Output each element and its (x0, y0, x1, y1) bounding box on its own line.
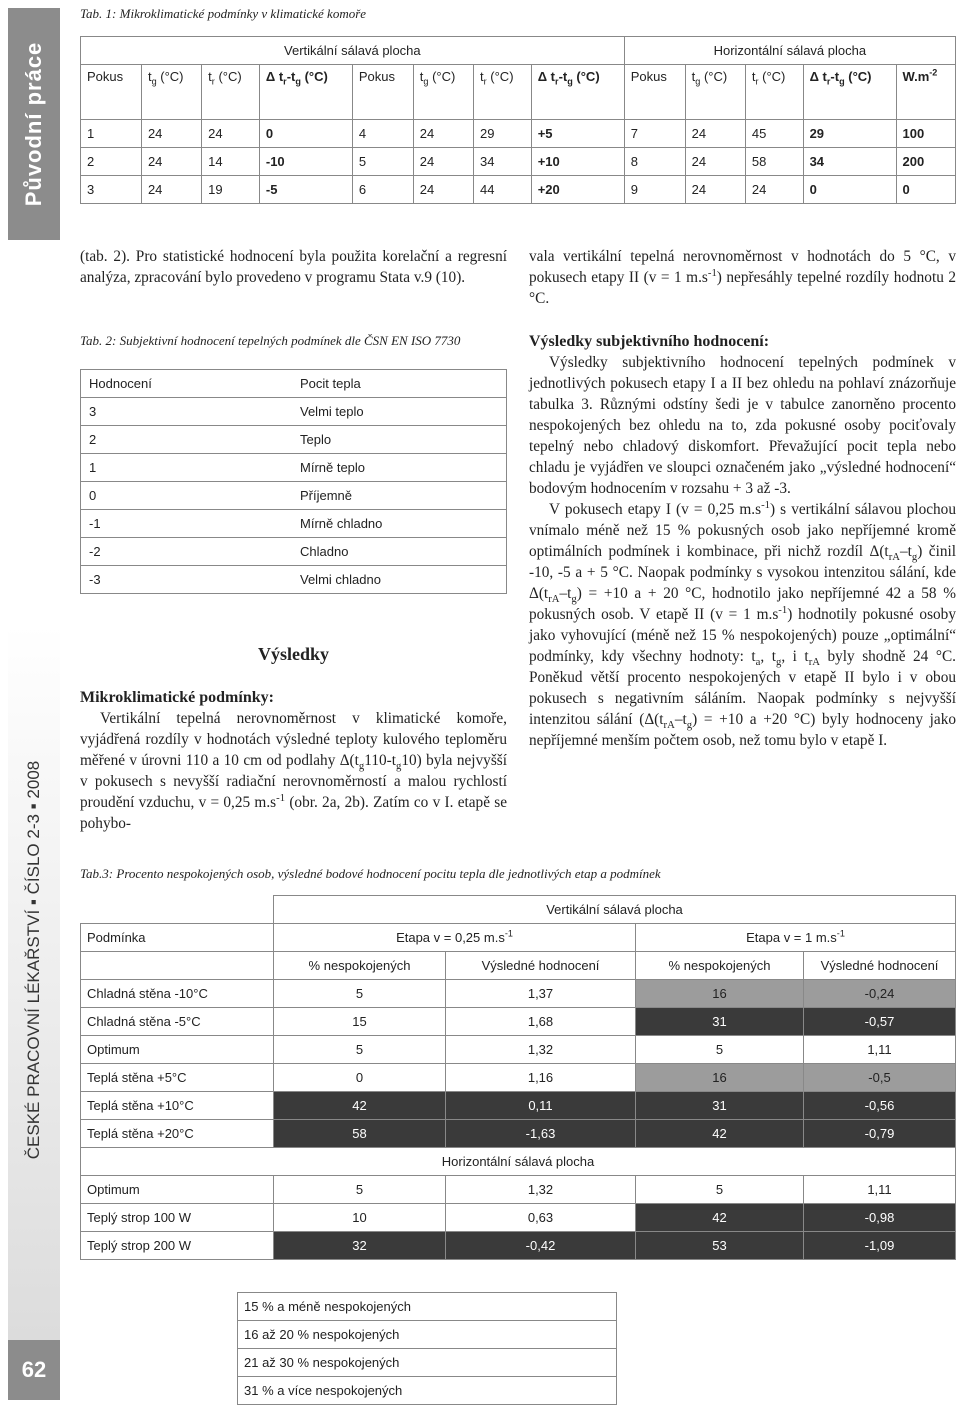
table-cell: Teplá stěna +5°C (81, 1064, 274, 1092)
table-cell: 10 (274, 1204, 446, 1232)
table-cell: Teplý strop 200 W (81, 1232, 274, 1260)
table-cell: 32 (274, 1232, 446, 1260)
table-cell: 16 (636, 1064, 804, 1092)
table-cell: 24 (413, 120, 473, 148)
tab3-sub-pct-2: % nespokojených (636, 952, 804, 980)
tab2-caption-text: Subjektivní hodnocení tepelných podmínek dle ČSN EN ISO 7730 (116, 333, 461, 348)
table-cell: 5 (274, 1036, 446, 1064)
table-cell: 1,68 (446, 1008, 636, 1036)
table-cell: -0,79 (804, 1120, 956, 1148)
section-label: Původní práce (21, 41, 46, 207)
table-cell: Chladná stěna -5°C (81, 1008, 274, 1036)
table-cell: -1 (81, 510, 293, 538)
right-intro-text: vala vertikální tepelná nerovnoměrnost v hodnotách do 5 °C, v pokusech etapy II (v = 1 $m.s^{-1}$) nepřesáhly tepelné rozdíly hodnotu 2 °C. (529, 248, 956, 307)
table-cell: 42 (274, 1092, 446, 1120)
table-cell: Optimum (81, 1036, 274, 1064)
legend-row (238, 1321, 617, 1349)
table-row (81, 1064, 956, 1092)
table-cell: 44 (474, 176, 532, 204)
table-cell: -0,57 (804, 1008, 956, 1036)
tab1-header-cell: $t_g$ (°C) (141, 65, 201, 120)
table-row (81, 1036, 956, 1064)
tab3-section-vertical: Vertikální sálavá plocha (274, 896, 956, 924)
table-row (81, 538, 507, 566)
table-cell: 34 (803, 148, 896, 176)
tab3-etapa2: Etapa v = 1 $m.s^{-1}$ (636, 924, 956, 952)
table-cell: 1,37 (446, 980, 636, 1008)
tab3-etapa-row (81, 924, 956, 952)
table-cell: 8 (624, 148, 685, 176)
table-cell: -2 (81, 538, 293, 566)
table-cell: 16 (636, 980, 804, 1008)
tab1-header-row (81, 65, 956, 120)
tab2-header-sensation: Pocit tepla (292, 370, 507, 398)
table-cell: -0,98 (804, 1204, 956, 1232)
legend-label: 15 % a méně nespokojených (238, 1293, 617, 1321)
legend-label: 31 % a více nespokojených (238, 1377, 617, 1405)
table-row (81, 426, 507, 454)
table-row (81, 1120, 956, 1148)
table-cell: 42 (636, 1204, 804, 1232)
table-cell: 1,11 (804, 1176, 956, 1204)
table-row (81, 120, 956, 148)
table-cell: 42 (636, 1120, 804, 1148)
table-cell: Optimum (81, 1176, 274, 1204)
table-cell: Teplá stěna +10°C (81, 1092, 274, 1120)
table-row (81, 1176, 956, 1204)
table-cell: 0,63 (446, 1204, 636, 1232)
table-cell: 1 (81, 120, 142, 148)
table-cell: 6 (352, 176, 413, 204)
table-row (81, 1092, 956, 1120)
shade-legend (237, 1292, 617, 1405)
tab1-header-cell: Pokus (352, 65, 413, 120)
table-cell: -0,5 (804, 1064, 956, 1092)
tab3-sub-score-2: Výsledné hodnocení (804, 952, 956, 980)
table-cell: 24 (413, 148, 473, 176)
tab1-group-horizontal: Horizontální sálavá plocha (624, 37, 955, 65)
subjective-section (529, 331, 956, 751)
tab1-header-cell: $t_g$ (°C) (685, 65, 745, 120)
table-cell: 24 (745, 176, 803, 204)
table-cell: 24 (141, 120, 201, 148)
table-row (81, 566, 507, 594)
table-cell: 0 (896, 176, 955, 204)
table-cell: 34 (474, 148, 532, 176)
table-cell: -10 (259, 148, 352, 176)
table-cell: 19 (202, 176, 260, 204)
table-cell: 1,32 (446, 1036, 636, 1064)
table-cell: 53 (636, 1232, 804, 1260)
tab1-caption-text: Mikroklimatické podmínky v klimatické komoře (116, 6, 367, 21)
table-cell: 29 (803, 120, 896, 148)
table-cell: 1,16 (446, 1064, 636, 1092)
micro-heading: Mikroklimatické podmínky: (80, 689, 274, 706)
tab3-condition-header: Podmínka (81, 924, 274, 952)
table-cell: Velmi chladno (292, 566, 507, 594)
table-cell: -0,24 (804, 980, 956, 1008)
table-row (81, 482, 507, 510)
table-cell: 14 (202, 148, 260, 176)
tab3-etapa1: Etapa v = 0,25 $m.s^{-1}$ (274, 924, 636, 952)
legend-row (238, 1377, 617, 1405)
table-cell: 0 (81, 482, 293, 510)
table-cell: 24 (141, 176, 201, 204)
tab3-subheader-row (81, 952, 956, 980)
table-cell: 45 (745, 120, 803, 148)
tab2-caption (80, 333, 460, 349)
tab1-header-cell: $W.m^{-2}$ (896, 65, 955, 120)
table-cell: Příjemně (292, 482, 507, 510)
table-cell: 24 (685, 176, 745, 204)
table-row (81, 1008, 956, 1036)
table-dissatisfied (80, 895, 956, 1260)
table-cell: 15 (274, 1008, 446, 1036)
table-cell: 0 (259, 120, 352, 148)
micro-section (80, 687, 507, 834)
tab1-header-cell: Δ $t_r-t_g$ (°C) (259, 65, 352, 120)
table-cell: 0 (274, 1064, 446, 1092)
tab1-body (81, 120, 956, 204)
tab2-header-row (81, 370, 507, 398)
table-cell: Mírně chladno (292, 510, 507, 538)
tab1-header-cell: $t_g$ (°C) (413, 65, 473, 120)
section-tab (8, 8, 60, 240)
table-cell: 58 (274, 1120, 446, 1148)
table-cell: 5 (274, 980, 446, 1008)
left-intro (80, 246, 507, 288)
tab1-header-cell: Δ $t_r-t_g$ (°C) (531, 65, 624, 120)
table-cell: 100 (896, 120, 955, 148)
table-cell: 24 (141, 148, 201, 176)
table-cell: 1,11 (804, 1036, 956, 1064)
table-cell: +10 (531, 148, 624, 176)
tab1-caption-label: Tab. 1: (80, 6, 117, 21)
table-cell: -0,56 (804, 1092, 956, 1120)
tab2-body (81, 398, 507, 594)
legend-row (238, 1293, 617, 1321)
table-cell: 5 (352, 148, 413, 176)
table-cell: 3 (81, 398, 293, 426)
table-cell: 24 (685, 148, 745, 176)
micro-text: Vertikální tepelná nerovnoměrnost v klimatické komoře, vyjádřená rozdíly v hodnotách výsledné teploty kulového teploměru měřené v úrovni 110 a 10 cm od podlahy $\Delta(t_g110-t_g10)$ byla nejvyšší v pokusech s nevyšší radiační nerovnoměrností a malou rychlostí proudění vzduchu, v = 0,25 $m.s^{-1}$ (obr. 2a, 2b). Zatím co v I. etapě se pohybo- (80, 710, 508, 832)
table-cell: -1,09 (804, 1232, 956, 1260)
results-heading: Výsledky (257, 644, 329, 664)
table-cell: 29 (474, 120, 532, 148)
tab1-header-cell: $t_r$ (°C) (745, 65, 803, 120)
table-cell: -3 (81, 566, 293, 594)
table-cell: Chladná stěna -10°C (81, 980, 274, 1008)
table-cell: 7 (624, 120, 685, 148)
table-cell: 5 (274, 1176, 446, 1204)
tab3-section-horizontal-row (81, 1148, 956, 1176)
table-cell: +20 (531, 176, 624, 204)
table-row (81, 1232, 956, 1260)
tab3-vertical-body (81, 980, 956, 1148)
table-row (81, 980, 956, 1008)
right-intro (529, 246, 956, 309)
table-cell: 31 (636, 1008, 804, 1036)
table-cell: 24 (413, 176, 473, 204)
table-microclimate (80, 36, 956, 204)
tab1-group-vertical: Vertikální sálavá plocha (81, 37, 625, 65)
tab1-header-cell: Δ $t_r-t_g$ (°C) (803, 65, 896, 120)
table-row (81, 1204, 956, 1232)
table-cell: 2 (81, 148, 142, 176)
table-cell: Chladno (292, 538, 507, 566)
tab1-caption (80, 6, 366, 22)
tab2-caption-label: Tab. 2: (80, 333, 117, 348)
table-cell: +5 (531, 120, 624, 148)
tab3-sub-score-1: Výsledné hodnocení (446, 952, 636, 980)
table-row (81, 176, 956, 204)
legend-label: 21 až 30 % nespokojených (238, 1349, 617, 1377)
table-cell: Mírně teplo (292, 454, 507, 482)
table-cell: 1,32 (446, 1176, 636, 1204)
tab3-caption (80, 866, 661, 882)
table-cell: 5 (636, 1036, 804, 1064)
table-row (81, 148, 956, 176)
table-row (81, 510, 507, 538)
tab3-horizontal-body (81, 1176, 956, 1260)
page-number: 62 (8, 1340, 60, 1400)
table-cell: Teplý strop 100 W (81, 1204, 274, 1232)
table-cell: Teplá stěna +20°C (81, 1120, 274, 1148)
sidebar (0, 0, 60, 1407)
table-cell: -5 (259, 176, 352, 204)
tab2-header-rating: Hodnocení (81, 370, 293, 398)
tab3-section-horizontal: Horizontální sálavá plocha (81, 1148, 956, 1176)
legend-label: 16 až 20 % nespokojených (238, 1321, 617, 1349)
journal-title: ČESKÉ PRACOVNÍ LÉKAŘSTVÍ ▪ ČÍSLO 2-3 ▪ 2008 (24, 760, 43, 1160)
table-cell: 58 (745, 148, 803, 176)
table-cell: Velmi teplo (292, 398, 507, 426)
table-cell: 0,11 (446, 1092, 636, 1120)
table-cell: 0 (803, 176, 896, 204)
tab1-header-cell: $t_r$ (°C) (202, 65, 260, 120)
table-cell: 200 (896, 148, 955, 176)
subjective-p2: V pokusech etapy I (v = 0,25 $m.s^{-1}$) s vertikální sálavou plochou vnímalo méně než 15 % pokusných osob jako nepříjemné kromě optimálních podmínek i kombinace, při nichž rozdíl $\Delta(t_{rA}-t_g)$ činil -10, -5 a + 5 °C. Naopak podmínky s vysokou intenzitou sálání, kde $\Delta(t_{rA}-t_g) = +10$ a + 20 °C, hodnotilo jako nepříjemné 42 a 58 % pokusných osob. V etapě II (v = 1 $m.s^{-1}$) hodnotily pokusné osoby jako vyhovující (méně než 15 % nespokojených) pouze „optimální“ podmínky, kdy všechny hodnoty: $t_a$, $t_g$, i $t_{rA}$ byly shodně 24 °C. Poněkud větší procento nespokojených v etapě II bylo i v obou pokusech s negativním sáláním. Naopak podmínky s nejvyšší intenzitou sálání ($\Delta(t_{rA}-t_g) = +10$ a +20 °C) byly hodnoceny jako nepříjemné menším počtem osob, než tomu bylo v etapě I. (529, 498, 957, 749)
subjective-p1: Výsledky subjektivního hodnocení tepelných podmínek v jednotlivých pokusech etapy I a II bez ohledu na pohlaví znázorňuje tabulka 3. Různými odstíny šedi je v tabulce zanorněno procento nespokojených bez ohledu na to, zda pokusné osoby pociťovaly tepelný nebo chladový diskomfort. Převažující pocit tepla nebo chladu je vyjádřen ve sloupci označeném jako „výsledné hodnocení“ bodovým hodnocením v rozsahu + 3 až -3. (529, 354, 956, 497)
legend-row (238, 1349, 617, 1377)
tab1-header-cell: Pokus (624, 65, 685, 120)
table-cell: 24 (685, 120, 745, 148)
table-cell: 4 (352, 120, 413, 148)
table-cell: -1,63 (446, 1120, 636, 1148)
table-thermal-sensation (80, 369, 507, 594)
table-cell: 31 (636, 1092, 804, 1120)
table-cell: 5 (636, 1176, 804, 1204)
tab1-header-cell: Pokus (81, 65, 142, 120)
table-cell: 1 (81, 454, 293, 482)
tab3-caption-label: Tab.3: (80, 866, 114, 881)
table-cell: 24 (202, 120, 260, 148)
table-cell: 9 (624, 176, 685, 204)
left-intro-text: (tab. 2). Pro statistické hodnocení byla použita korelační a regresní analýza, zpracování bylo provedeno v programu Stata v.9 (10). (80, 248, 507, 286)
tab1-group-row (81, 37, 956, 65)
table-cell: 2 (81, 426, 293, 454)
table-cell: Teplo (292, 426, 507, 454)
tab3-caption-text: Procento nespokojených osob, výsledné bodové hodnocení pocitu tepla dle jednotlivých etap a podmínek (113, 866, 661, 881)
table-cell: -0,42 (446, 1232, 636, 1260)
tab1-header-cell: $t_r$ (°C) (474, 65, 532, 120)
tab3-section-vertical-row (81, 896, 956, 924)
table-row (81, 398, 507, 426)
tab3-sub-pct-1: % nespokojených (274, 952, 446, 980)
table-row (81, 454, 507, 482)
subjective-heading: Výsledky subjektivního hodnocení: (529, 333, 770, 350)
table-cell: 3 (81, 176, 142, 204)
